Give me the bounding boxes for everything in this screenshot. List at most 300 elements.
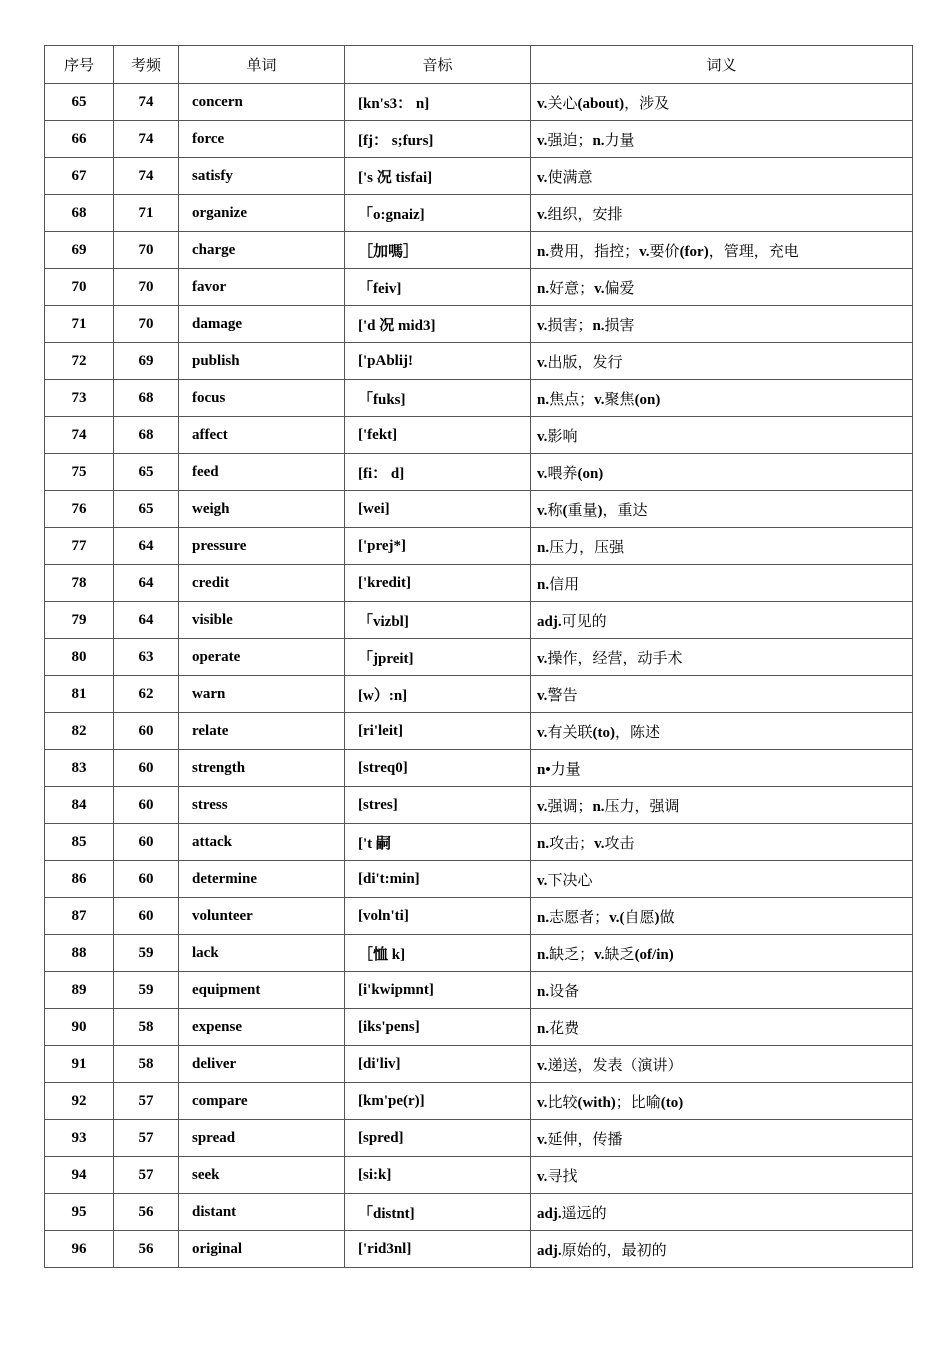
meaning-pos-segment: v. bbox=[537, 132, 548, 149]
cell-index: 88 bbox=[45, 935, 114, 972]
cell-phonetic: [wei] bbox=[345, 491, 531, 528]
cell-word: credit bbox=[179, 565, 345, 602]
meaning-text-segment: 强迫； bbox=[547, 132, 593, 149]
cell-word: lack bbox=[179, 935, 345, 972]
meaning-text-segment: 重量 bbox=[567, 502, 598, 519]
meaning-pos-segment: v. bbox=[537, 650, 548, 667]
cell-frequency: 70 bbox=[114, 306, 179, 343]
cell-index: 74 bbox=[45, 417, 114, 454]
cell-meaning bbox=[531, 750, 913, 787]
cell-phonetic: ［恤 k] bbox=[345, 935, 531, 972]
meaning-text-segment: ，涉及 bbox=[624, 95, 670, 112]
table-row bbox=[45, 565, 913, 602]
table-row bbox=[45, 972, 913, 1009]
cell-frequency: 56 bbox=[114, 1231, 179, 1268]
meaning-text-segment: 使满意 bbox=[547, 169, 593, 186]
cell-word: damage bbox=[179, 306, 345, 343]
meaning-text-segment: 做 bbox=[659, 909, 675, 926]
meaning-pos-segment: n. bbox=[537, 539, 550, 556]
table-row bbox=[45, 750, 913, 787]
meaning-text-segment: 缺乏； bbox=[549, 946, 595, 963]
cell-word: publish bbox=[179, 343, 345, 380]
meaning-pos-segment: (on) bbox=[577, 465, 604, 482]
meaning-text-segment: 遥远的 bbox=[561, 1205, 607, 1222]
cell-phonetic: 「feiv] bbox=[345, 269, 531, 306]
header-word: 单词 bbox=[179, 46, 345, 84]
cell-phonetic: ['d 况 mid3] bbox=[345, 306, 531, 343]
cell-phonetic: [voln'ti] bbox=[345, 898, 531, 935]
cell-word: satisfy bbox=[179, 158, 345, 195]
header-row bbox=[45, 46, 913, 84]
cell-index: 86 bbox=[45, 861, 114, 898]
meaning-pos-segment: v. bbox=[594, 946, 605, 963]
cell-index: 80 bbox=[45, 639, 114, 676]
cell-index: 75 bbox=[45, 454, 114, 491]
meaning-pos-segment: n. bbox=[537, 1020, 550, 1037]
cell-phonetic: ['fekt] bbox=[345, 417, 531, 454]
cell-word: attack bbox=[179, 824, 345, 861]
cell-phonetic: 「o:gnaiz] bbox=[345, 195, 531, 232]
meaning-text-segment: 压力，压强 bbox=[549, 539, 625, 556]
table-row bbox=[45, 232, 913, 269]
meaning-pos-segment: v. bbox=[594, 391, 605, 408]
cell-meaning bbox=[531, 565, 913, 602]
meaning-text-segment: 有关联 bbox=[547, 724, 593, 741]
cell-phonetic: ['pAblij! bbox=[345, 343, 531, 380]
cell-meaning bbox=[531, 269, 913, 306]
cell-phonetic: ['rid3nl] bbox=[345, 1231, 531, 1268]
cell-word: pressure bbox=[179, 528, 345, 565]
cell-phonetic: ['t 嗣 bbox=[345, 824, 531, 861]
cell-frequency: 60 bbox=[114, 898, 179, 935]
cell-meaning bbox=[531, 195, 913, 232]
cell-word: charge bbox=[179, 232, 345, 269]
meaning-pos-segment: n. bbox=[537, 576, 550, 593]
cell-index: 67 bbox=[45, 158, 114, 195]
meaning-pos-segment: v. bbox=[537, 206, 548, 223]
cell-frequency: 64 bbox=[114, 602, 179, 639]
table-row bbox=[45, 1157, 913, 1194]
meaning-text-segment: 递送，发表（演讲） bbox=[547, 1057, 683, 1074]
meaning-text-segment: 强调； bbox=[547, 798, 593, 815]
cell-meaning bbox=[531, 1231, 913, 1268]
cell-phonetic: ['kredit] bbox=[345, 565, 531, 602]
table-row bbox=[45, 1046, 913, 1083]
cell-word: determine bbox=[179, 861, 345, 898]
cell-index: 76 bbox=[45, 491, 114, 528]
meaning-pos-segment: v. bbox=[537, 872, 548, 889]
table-row bbox=[45, 343, 913, 380]
meaning-text-segment: 关心 bbox=[547, 95, 578, 112]
meaning-text-segment: 影响 bbox=[547, 428, 578, 445]
cell-meaning bbox=[531, 1157, 913, 1194]
meaning-text-segment: 设备 bbox=[549, 983, 580, 1000]
meaning-pos-segment: ) bbox=[654, 909, 660, 926]
cell-frequency: 74 bbox=[114, 84, 179, 121]
cell-index: 65 bbox=[45, 84, 114, 121]
cell-word: favor bbox=[179, 269, 345, 306]
cell-word: distant bbox=[179, 1194, 345, 1231]
table-row bbox=[45, 1009, 913, 1046]
meaning-text-segment: 下决心 bbox=[547, 872, 593, 889]
meaning-text-segment: 攻击 bbox=[604, 835, 635, 852]
meaning-pos-segment: n. bbox=[537, 983, 550, 1000]
cell-index: 95 bbox=[45, 1194, 114, 1231]
cell-word: volunteer bbox=[179, 898, 345, 935]
cell-word: affect bbox=[179, 417, 345, 454]
cell-frequency: 74 bbox=[114, 158, 179, 195]
cell-index: 78 bbox=[45, 565, 114, 602]
cell-frequency: 64 bbox=[114, 528, 179, 565]
cell-phonetic: [streq0] bbox=[345, 750, 531, 787]
meaning-pos-segment: v. bbox=[537, 798, 548, 815]
cell-frequency: 60 bbox=[114, 713, 179, 750]
meaning-text-segment: 自愿 bbox=[624, 909, 655, 926]
meaning-text-segment: ，陈述 bbox=[614, 724, 660, 741]
cell-frequency: 62 bbox=[114, 676, 179, 713]
meaning-pos-segment: adj. bbox=[537, 1205, 562, 1222]
table-header bbox=[45, 46, 913, 84]
cell-frequency: 65 bbox=[114, 491, 179, 528]
cell-phonetic: [spred] bbox=[345, 1120, 531, 1157]
meaning-text-segment: 出版，发行 bbox=[547, 354, 623, 371]
meaning-pos-segment: v. bbox=[537, 1094, 548, 1111]
cell-index: 96 bbox=[45, 1231, 114, 1268]
meaning-text-segment: 延伸，传播 bbox=[547, 1131, 623, 1148]
table-row bbox=[45, 1194, 913, 1231]
meaning-pos-segment: n. bbox=[537, 909, 550, 926]
cell-frequency: 71 bbox=[114, 195, 179, 232]
cell-meaning bbox=[531, 713, 913, 750]
meaning-text-segment: 聚焦 bbox=[604, 391, 635, 408]
meaning-pos-segment: n. bbox=[537, 835, 550, 852]
cell-meaning bbox=[531, 84, 913, 121]
cell-word: equipment bbox=[179, 972, 345, 1009]
meaning-pos-segment: ( bbox=[562, 502, 568, 519]
cell-meaning bbox=[531, 1194, 913, 1231]
cell-meaning bbox=[531, 861, 913, 898]
cell-meaning bbox=[531, 380, 913, 417]
cell-frequency: 70 bbox=[114, 232, 179, 269]
table-row bbox=[45, 380, 913, 417]
cell-word: spread bbox=[179, 1120, 345, 1157]
cell-word: warn bbox=[179, 676, 345, 713]
cell-index: 81 bbox=[45, 676, 114, 713]
cell-meaning bbox=[531, 602, 913, 639]
cell-meaning bbox=[531, 232, 913, 269]
meaning-text-segment: 损害 bbox=[604, 317, 635, 334]
cell-meaning bbox=[531, 824, 913, 861]
table-row bbox=[45, 158, 913, 195]
meaning-text-segment: 比较 bbox=[547, 1094, 578, 1111]
meaning-pos-segment: n. bbox=[537, 391, 550, 408]
cell-phonetic: [stres] bbox=[345, 787, 531, 824]
meaning-pos-segment: v. bbox=[594, 835, 605, 852]
cell-index: 77 bbox=[45, 528, 114, 565]
cell-frequency: 65 bbox=[114, 454, 179, 491]
cell-meaning bbox=[531, 787, 913, 824]
table-row bbox=[45, 713, 913, 750]
cell-meaning bbox=[531, 158, 913, 195]
meaning-pos-segment: n. bbox=[592, 132, 605, 149]
cell-phonetic: [ri'leit] bbox=[345, 713, 531, 750]
table-row bbox=[45, 898, 913, 935]
table-row bbox=[45, 787, 913, 824]
meaning-text-segment: 喂养 bbox=[547, 465, 578, 482]
cell-phonetic: [w）:n] bbox=[345, 676, 531, 713]
cell-index: 82 bbox=[45, 713, 114, 750]
cell-frequency: 59 bbox=[114, 935, 179, 972]
cell-phonetic: [fi： d] bbox=[345, 454, 531, 491]
meaning-pos-segment: v. bbox=[537, 1131, 548, 1148]
table-row bbox=[45, 528, 913, 565]
cell-word: operate bbox=[179, 639, 345, 676]
cell-frequency: 68 bbox=[114, 380, 179, 417]
cell-index: 72 bbox=[45, 343, 114, 380]
table-row bbox=[45, 121, 913, 158]
cell-frequency: 60 bbox=[114, 824, 179, 861]
meaning-pos-segment: (to) bbox=[660, 1094, 684, 1111]
meaning-pos-segment: n. bbox=[537, 280, 550, 297]
meaning-text-segment: 组织，安排 bbox=[547, 206, 623, 223]
meaning-text-segment: 压力，强调 bbox=[604, 798, 680, 815]
meaning-pos-segment: v. bbox=[537, 317, 548, 334]
meaning-pos-segment: n. bbox=[537, 243, 550, 260]
cell-frequency: 57 bbox=[114, 1120, 179, 1157]
cell-index: 90 bbox=[45, 1009, 114, 1046]
meaning-pos-segment: v. bbox=[537, 169, 548, 186]
cell-index: 79 bbox=[45, 602, 114, 639]
cell-index: 71 bbox=[45, 306, 114, 343]
cell-index: 94 bbox=[45, 1157, 114, 1194]
table-row bbox=[45, 417, 913, 454]
table-row bbox=[45, 639, 913, 676]
meaning-pos-segment: v. bbox=[537, 724, 548, 741]
meaning-text-segment: 志愿者； bbox=[549, 909, 610, 926]
cell-word: deliver bbox=[179, 1046, 345, 1083]
table-row bbox=[45, 454, 913, 491]
cell-word: weigh bbox=[179, 491, 345, 528]
cell-word: feed bbox=[179, 454, 345, 491]
cell-meaning bbox=[531, 898, 913, 935]
cell-frequency: 60 bbox=[114, 787, 179, 824]
meaning-pos-segment: n. bbox=[592, 317, 605, 334]
cell-word: force bbox=[179, 121, 345, 158]
cell-phonetic: [di't:min] bbox=[345, 861, 531, 898]
cell-word: focus bbox=[179, 380, 345, 417]
cell-index: 93 bbox=[45, 1120, 114, 1157]
cell-index: 89 bbox=[45, 972, 114, 1009]
cell-meaning bbox=[531, 1083, 913, 1120]
cell-index: 70 bbox=[45, 269, 114, 306]
cell-index: 66 bbox=[45, 121, 114, 158]
cell-index: 68 bbox=[45, 195, 114, 232]
table-row bbox=[45, 269, 913, 306]
meaning-text-segment: 损害； bbox=[547, 317, 593, 334]
cell-word: relate bbox=[179, 713, 345, 750]
cell-meaning bbox=[531, 639, 913, 676]
cell-meaning bbox=[531, 306, 913, 343]
meaning-pos-segment: (on) bbox=[634, 391, 661, 408]
cell-frequency: 59 bbox=[114, 972, 179, 1009]
cell-frequency: 70 bbox=[114, 269, 179, 306]
table-row bbox=[45, 935, 913, 972]
meaning-pos-segment: v. bbox=[639, 243, 650, 260]
cell-meaning bbox=[531, 935, 913, 972]
table-row bbox=[45, 1120, 913, 1157]
table-row bbox=[45, 306, 913, 343]
cell-index: 83 bbox=[45, 750, 114, 787]
cell-word: strength bbox=[179, 750, 345, 787]
cell-meaning bbox=[531, 676, 913, 713]
meaning-text-segment: 警告 bbox=[547, 687, 578, 704]
table-row bbox=[45, 84, 913, 121]
meaning-text-segment: 缺乏 bbox=[604, 946, 635, 963]
table-row bbox=[45, 1083, 913, 1120]
cell-frequency: 74 bbox=[114, 121, 179, 158]
meaning-text-segment: ，管理，充电 bbox=[708, 243, 799, 260]
cell-index: 92 bbox=[45, 1083, 114, 1120]
cell-frequency: 63 bbox=[114, 639, 179, 676]
cell-word: compare bbox=[179, 1083, 345, 1120]
header-frequency: 考频 bbox=[114, 46, 179, 84]
meaning-text-segment: 费用，指控； bbox=[549, 243, 640, 260]
cell-phonetic: [km'pe(r)] bbox=[345, 1083, 531, 1120]
cell-meaning bbox=[531, 121, 913, 158]
cell-word: visible bbox=[179, 602, 345, 639]
meaning-pos-segment: adj. bbox=[537, 1242, 562, 1259]
meaning-text-segment: 力量 bbox=[604, 132, 635, 149]
header-index: 序号 bbox=[45, 46, 114, 84]
meaning-text-segment: 可见的 bbox=[561, 613, 607, 630]
cell-meaning bbox=[531, 972, 913, 1009]
cell-phonetic: 「jpreit] bbox=[345, 639, 531, 676]
meaning-text-segment: 焦点； bbox=[549, 391, 595, 408]
cell-index: 84 bbox=[45, 787, 114, 824]
meaning-text-segment: 原始的，最初的 bbox=[561, 1242, 667, 1259]
cell-meaning bbox=[531, 417, 913, 454]
meaning-pos-segment: ) bbox=[597, 502, 603, 519]
meaning-text-segment: 花费 bbox=[549, 1020, 580, 1037]
meaning-pos-segment: v. bbox=[537, 354, 548, 371]
meaning-text-segment: 攻击； bbox=[549, 835, 595, 852]
cell-meaning bbox=[531, 528, 913, 565]
cell-phonetic: [si:k] bbox=[345, 1157, 531, 1194]
cell-phonetic: [di'liv] bbox=[345, 1046, 531, 1083]
cell-frequency: 58 bbox=[114, 1009, 179, 1046]
meaning-pos-segment: (for) bbox=[679, 243, 709, 260]
cell-frequency: 56 bbox=[114, 1194, 179, 1231]
cell-phonetic: 「vizbl] bbox=[345, 602, 531, 639]
cell-phonetic: 「fuks] bbox=[345, 380, 531, 417]
table-row bbox=[45, 195, 913, 232]
meaning-text-segment: ，重达 bbox=[602, 502, 648, 519]
cell-meaning bbox=[531, 1120, 913, 1157]
meaning-text-segment: 信用 bbox=[549, 576, 580, 593]
meaning-pos-segment: (about) bbox=[577, 95, 625, 112]
meaning-text-segment: 好意； bbox=[549, 280, 595, 297]
cell-phonetic: 「distnt] bbox=[345, 1194, 531, 1231]
meaning-pos-segment: adj. bbox=[537, 613, 562, 630]
meaning-pos-segment: v. bbox=[537, 1168, 548, 1185]
cell-index: 87 bbox=[45, 898, 114, 935]
meaning-pos-segment: v. bbox=[594, 280, 605, 297]
table-row bbox=[45, 861, 913, 898]
cell-frequency: 57 bbox=[114, 1083, 179, 1120]
meaning-pos-segment: v. bbox=[537, 428, 548, 445]
table-row bbox=[45, 676, 913, 713]
cell-word: organize bbox=[179, 195, 345, 232]
cell-frequency: 57 bbox=[114, 1157, 179, 1194]
meaning-text-segment: 寻找 bbox=[547, 1168, 578, 1185]
cell-meaning bbox=[531, 1046, 913, 1083]
meaning-pos-segment: (with) bbox=[577, 1094, 616, 1111]
meaning-text-segment: 偏爱 bbox=[604, 280, 635, 297]
meaning-text-segment: 力量 bbox=[550, 761, 581, 778]
meaning-pos-segment: v. bbox=[537, 502, 548, 519]
cell-meaning bbox=[531, 491, 913, 528]
meaning-pos-segment: v. bbox=[537, 687, 548, 704]
cell-frequency: 58 bbox=[114, 1046, 179, 1083]
cell-word: expense bbox=[179, 1009, 345, 1046]
meaning-pos-segment: v. bbox=[537, 95, 548, 112]
cell-phonetic: ['prej*] bbox=[345, 528, 531, 565]
table-body bbox=[45, 84, 913, 1268]
cell-frequency: 60 bbox=[114, 750, 179, 787]
cell-index: 73 bbox=[45, 380, 114, 417]
cell-phonetic: ［加嗎］ bbox=[345, 232, 531, 269]
cell-meaning bbox=[531, 1009, 913, 1046]
table-row bbox=[45, 1231, 913, 1268]
table-row bbox=[45, 491, 913, 528]
cell-phonetic: [fj： s;furs] bbox=[345, 121, 531, 158]
cell-meaning bbox=[531, 343, 913, 380]
meaning-pos-segment: v. bbox=[537, 465, 548, 482]
cell-word: seek bbox=[179, 1157, 345, 1194]
cell-frequency: 60 bbox=[114, 861, 179, 898]
cell-phonetic: ['s 况 tisfai] bbox=[345, 158, 531, 195]
meaning-text-segment: 称 bbox=[547, 502, 563, 519]
cell-word: original bbox=[179, 1231, 345, 1268]
cell-frequency: 64 bbox=[114, 565, 179, 602]
cell-phonetic: [i'kwipmnt] bbox=[345, 972, 531, 1009]
header-meaning: 词义 bbox=[531, 46, 913, 84]
meaning-text-segment: ；比喻 bbox=[615, 1094, 661, 1111]
table-row bbox=[45, 602, 913, 639]
cell-index: 85 bbox=[45, 824, 114, 861]
meaning-text-segment: 要价 bbox=[649, 243, 680, 260]
cell-frequency: 69 bbox=[114, 343, 179, 380]
table-row bbox=[45, 824, 913, 861]
meaning-pos-segment: v.( bbox=[609, 909, 625, 926]
cell-word: concern bbox=[179, 84, 345, 121]
cell-word: stress bbox=[179, 787, 345, 824]
meaning-pos-segment: n• bbox=[537, 761, 551, 778]
cell-meaning bbox=[531, 454, 913, 491]
meaning-pos-segment: (of/in) bbox=[634, 946, 674, 963]
meaning-pos-segment: n. bbox=[537, 946, 550, 963]
meaning-text-segment: 操作，经营，动手术 bbox=[547, 650, 683, 667]
meaning-pos-segment: v. bbox=[537, 1057, 548, 1074]
cell-index: 69 bbox=[45, 232, 114, 269]
meaning-pos-segment: (to) bbox=[592, 724, 615, 741]
cell-index: 91 bbox=[45, 1046, 114, 1083]
cell-phonetic: [kn's3： n] bbox=[345, 84, 531, 121]
header-phonetic: 音标 bbox=[345, 46, 531, 84]
cell-frequency: 68 bbox=[114, 417, 179, 454]
vocabulary-table bbox=[44, 45, 913, 1268]
cell-phonetic: [iks'pens] bbox=[345, 1009, 531, 1046]
